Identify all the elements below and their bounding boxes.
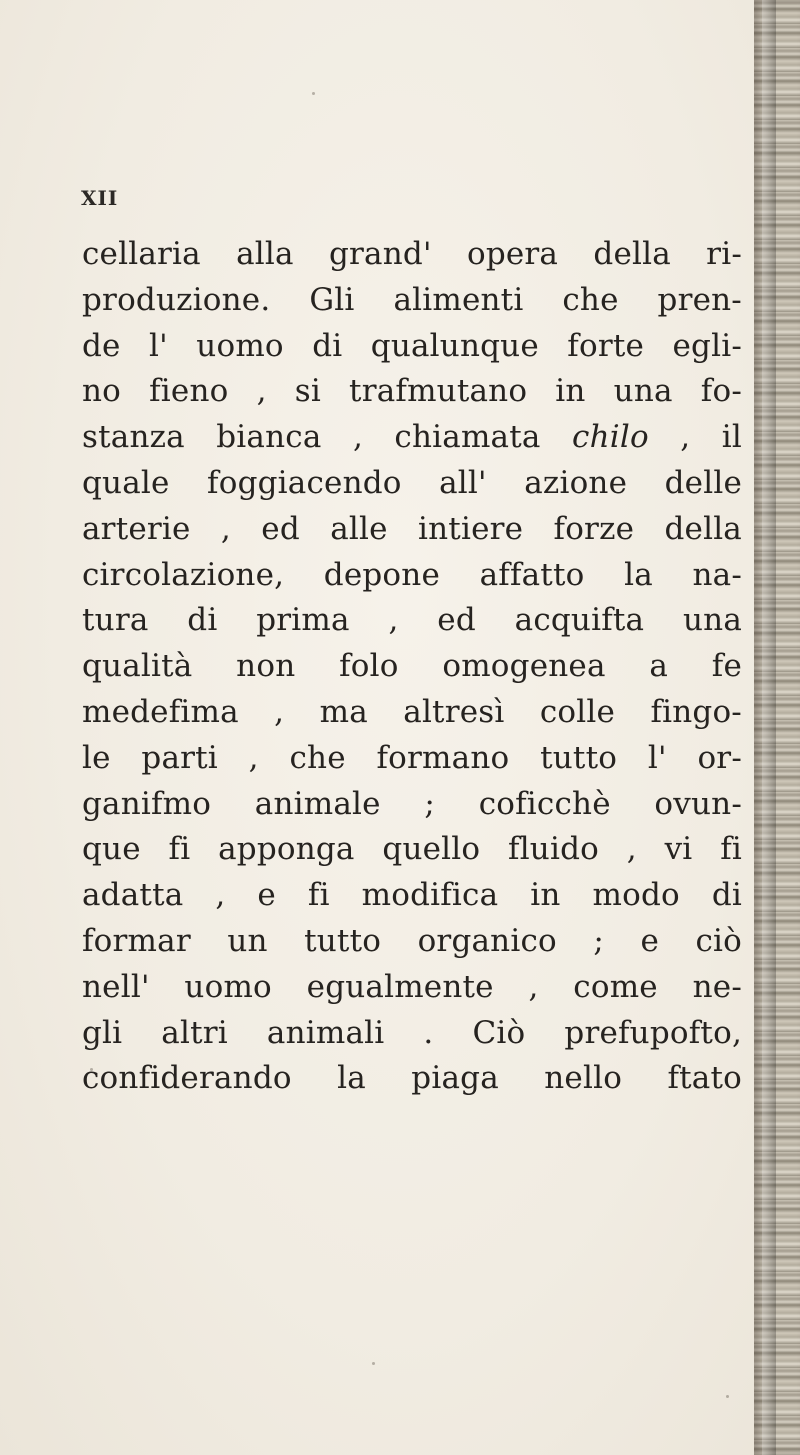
- text-line: de l' uomo di qualunque forte egli-: [82, 327, 742, 364]
- text-line: cellaria alla grand' opera della ri-: [82, 236, 742, 272]
- text-line: medefima , ma altresì colle fingo-: [82, 693, 742, 730]
- book-spine-edge: [754, 0, 800, 1455]
- text-line: quale foggiacendo all' azione delle: [82, 464, 742, 501]
- text-line: formar un tutto organico ; e ciò: [82, 922, 742, 959]
- text-line: nell' uomo egualmente , come ne-: [82, 968, 742, 1005]
- paper-speck: [372, 1362, 375, 1365]
- paper-speck: [312, 92, 315, 95]
- text-line: confiderando la piaga nello ftato: [82, 1060, 742, 1097]
- text-block: [82, 232, 742, 1102]
- text-line: circolazione, depone affatto la na-: [82, 556, 742, 593]
- text-line-part: stanza bianca , chiamata: [82, 419, 541, 456]
- text-line: le parti , che formano tutto l' or-: [82, 739, 742, 776]
- paper-speck: [90, 1068, 93, 1071]
- italic-word: chilo: [572, 419, 649, 456]
- text-line: no fieno , si trafmutano in una fo-: [82, 373, 742, 410]
- text-line: gli altri animali . Ciò prefupofto,: [82, 1014, 742, 1051]
- text-line: qualità non folo omogenea a fe: [82, 648, 742, 685]
- paper-speck: [726, 1395, 729, 1398]
- page-number: XII: [81, 186, 119, 210]
- text-line: [82, 415, 742, 461]
- text-line-part: , il: [680, 419, 742, 456]
- text-line: produzione. Gli alimenti che pren-: [82, 281, 742, 318]
- text-line: adatta , e fi modifica in modo di: [82, 877, 742, 914]
- text-line: arterie , ed alle intiere forze della: [82, 510, 742, 547]
- text-line: ganifmo animale ; coficchè ovun-: [82, 785, 742, 822]
- text-line: tura di prima , ed acquifta una: [82, 602, 742, 639]
- text-line: que fi apponga quello fluido , vi fi: [82, 831, 742, 868]
